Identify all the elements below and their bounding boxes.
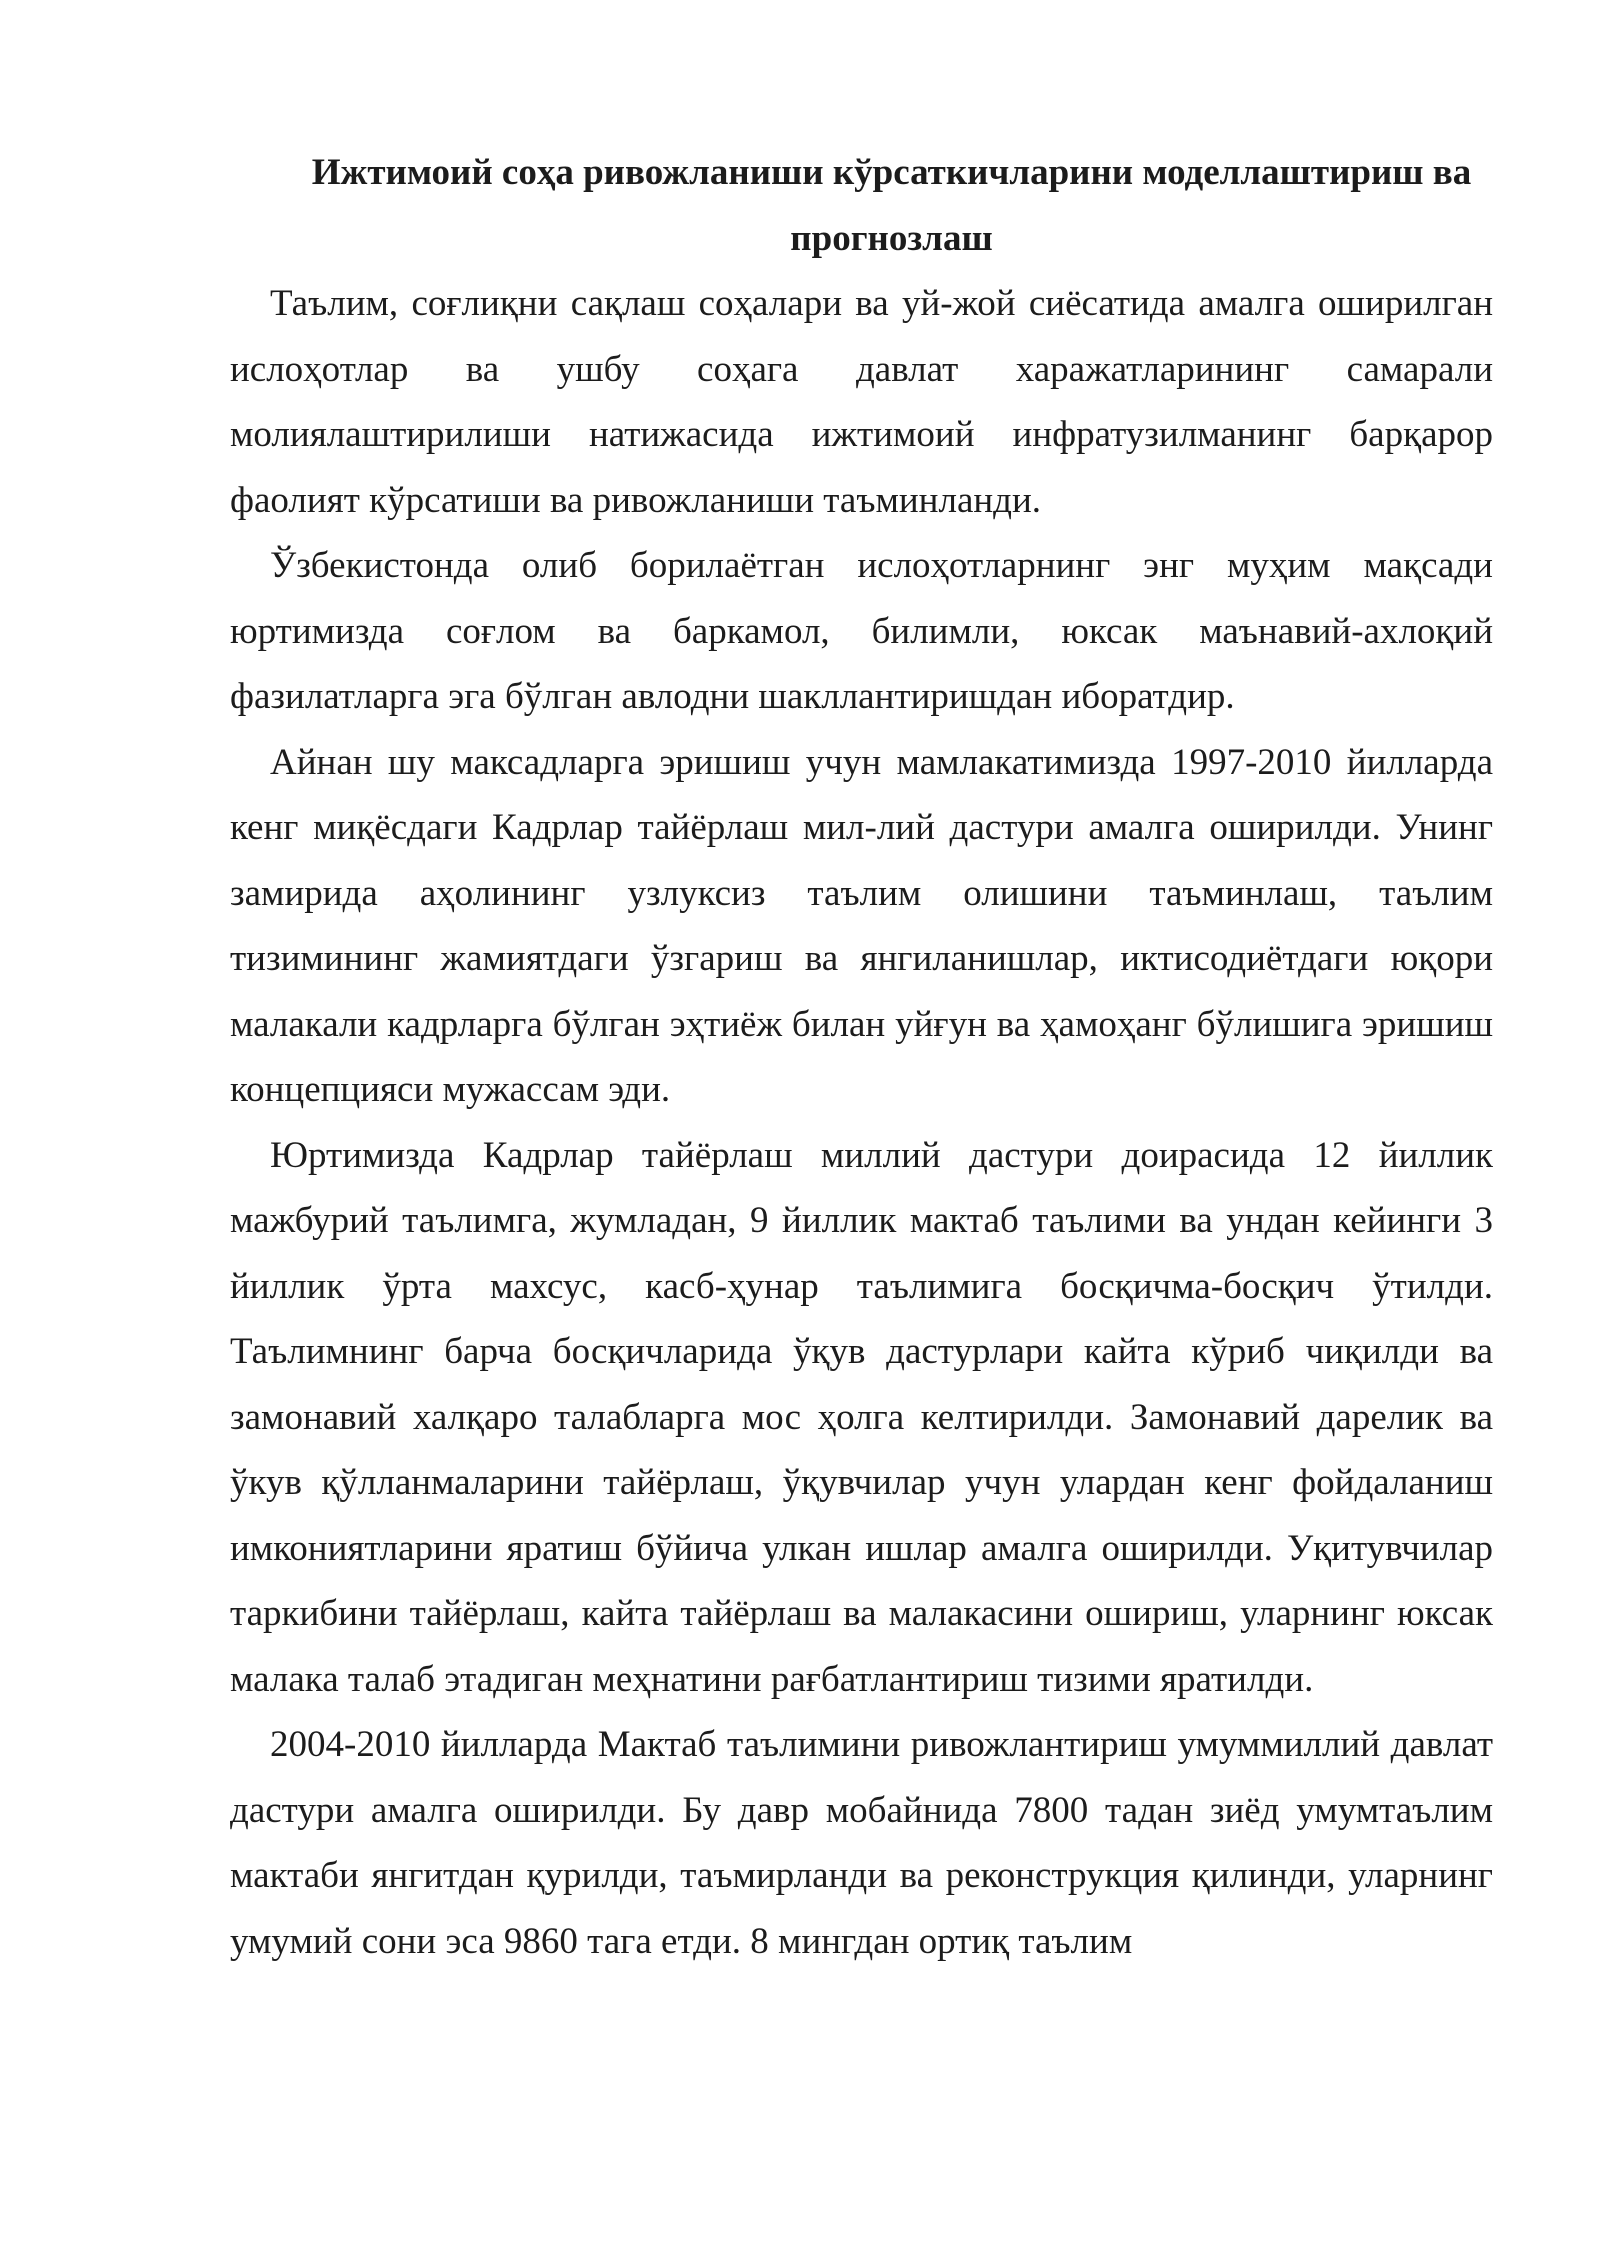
paragraph-1: Таълим, соғлиқни сақлаш соҳалари ва уй-жой сиёсатида амалга оширилган ислоҳотлар ва ушбу соҳага давлат харажатларининг самарали молиялаштирилиши натижасида ижтимоий инфратузилманинг барқарор фаолият кўрсатиши ва ривожланиши таъминланди. (230, 283, 1493, 521)
paragraph-2: Ўзбекистонда олиб борилаётган ислоҳотларнинг энг муҳим мақсади юртимизда соғлом ва баркамол, билимли, юксак маънавий-ахлоқий фазилатларга эга бўлган авлодни шакллантиришдан иборатдир. (230, 545, 1493, 717)
paragraph-3: Айнан шу максадларга эришиш учун мамлакатимизда 1997-2010 йилларда кенг миқёсдаги Кадрлар тайёрлаш мил-лий дастури амалга оширилди. Унинг замирида аҳолининг узлуксиз таълим олишини таъминлаш, таълим тизимининг жамиятдаги ўзгариш ва янгиланишлар, иктисодиётдаги юқори малакали кадрларга бўлган эҳтиёж билан уйғун ва ҳамоҳанг бўлишига эришиш концепцияси мужассам эди. (230, 741, 1493, 1110)
document-title: Ижтимоий соҳа ривожланиши кўрсаткичларини моделлаштириш ва прогнозлаш (311, 152, 1472, 259)
paragraph-4: Юртимизда Кадрлар тайёрлаш миллий дастури доирасида 12 йиллик мажбурий таълимга, жумладан, 9 йиллик мактаб таълими ва ундан кейинги 3 йиллик ўрта махсус, касб-ҳунар таълимига босқичма-босқич ўтилди. Таълимнинг барча босқичларида ўқув дастурлари кайта кўриб чиқилди ва замонавий халқаро талабларга мос ҳолга келтирилди. Замонавий дарелик ва ўкув қўлланмаларини тайёрлаш, ўқувчилар учун улардан кенг фойдаланиш имкониятларини яратиш бўйича улкан ишлар амалга оширилди. Уқитувчилар таркибини тайёрлаш, кайта тайёрлаш ва малакасини ошириш, уларнинг юксак малака талаб этадиган меҳнатини рағбатлантириш тизими яратилди. (230, 1134, 1493, 1700)
paragraph-5: 2004-2010 йилларда Мактаб таълимини ривожлантириш умуммиллий давлат дастури амалга оширилди. Бу давр мобайнида 7800 тадан зиёд умумтаълим мактаби янгитдан қурилди, таъмирланди ва реконструкция қилинди, уларнинг умумий сони эса 9860 тага етди. 8 мингдан ортиқ таълим (230, 1724, 1493, 1962)
document-body (230, 140, 1493, 1974)
